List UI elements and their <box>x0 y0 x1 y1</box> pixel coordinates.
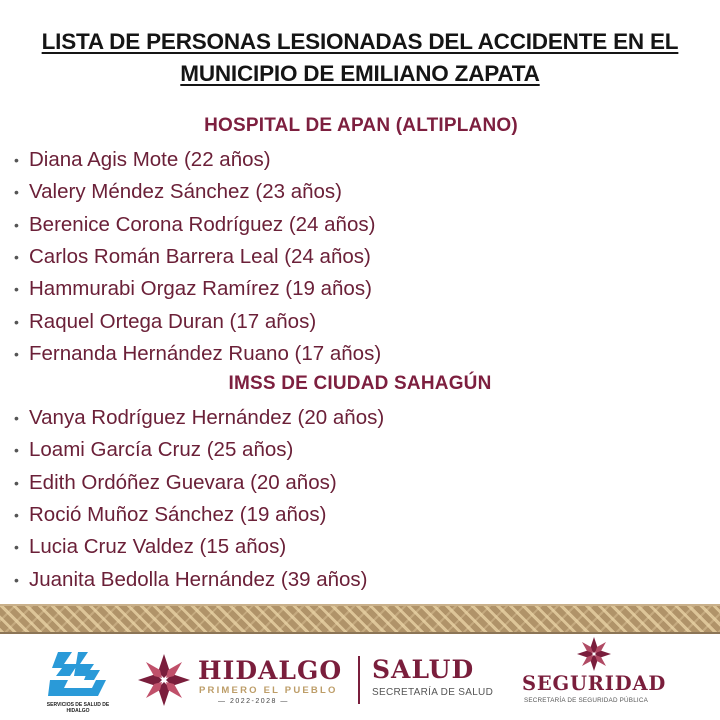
salud-subtitle: SECRETARÍA DE SALUD <box>372 687 494 698</box>
bullet-icon: • <box>14 410 19 427</box>
bullet-icon: • <box>14 507 19 524</box>
decorative-pattern-band <box>0 604 720 634</box>
bullet-icon: • <box>14 313 19 330</box>
list-item: • Edith Ordóñez Guevara (20 años) <box>14 467 384 499</box>
list-item: • Diana Agis Mote (22 años) <box>14 144 381 176</box>
bullet-icon: • <box>14 184 19 201</box>
list-item: • Hammurabi Orgaz Ramírez (19 años) <box>14 273 381 305</box>
hidalgo-wordmark: HIDALGO <box>198 656 343 685</box>
ssh-logo-icon <box>48 650 108 700</box>
logo-secretaria-seguridad <box>518 636 678 716</box>
bullet-icon: • <box>14 539 19 556</box>
list-item: • Valery Méndez Sánchez (23 años) <box>14 176 381 208</box>
list-item: • Berenice Corona Rodríguez (24 años) <box>14 209 381 241</box>
section-heading-hospital-apan: HOSPITAL DE APAN (ALTIPLANO) <box>204 115 518 136</box>
bullet-icon: • <box>14 281 19 298</box>
salud-wordmark: SALUD <box>372 655 475 684</box>
list-item: • Vanya Rodríguez Hernández (20 años) <box>14 402 384 434</box>
list-item: • Lucia Cruz Valdez (15 años) <box>14 531 384 563</box>
list-item: • Juanita Bedolla Hernández (39 años) <box>14 563 384 595</box>
bullet-icon: • <box>14 345 19 362</box>
document-title <box>0 26 720 90</box>
bullet-icon: • <box>14 249 19 266</box>
bullet-icon: • <box>14 152 19 169</box>
seguridad-subtitle: SECRETARÍA DE SEGURIDAD PÚBLICA <box>524 697 649 704</box>
list-item: • Loami García Cruz (25 años) <box>14 434 384 466</box>
title-line-1: LISTA DE PERSONAS LESIONADAS DEL ACCIDENTE EN EL <box>41 29 679 54</box>
hidalgo-tagline: PRIMERO EL PUEBLO <box>199 685 338 696</box>
bullet-icon: • <box>14 442 19 459</box>
bullet-icon: • <box>14 216 19 233</box>
hidalgo-star-icon <box>136 652 192 708</box>
bullet-icon: • <box>14 474 19 491</box>
logo-hidalgo <box>136 650 346 710</box>
hidalgo-years: — 2022-2028 — <box>218 698 289 705</box>
title-line-2: MUNICIPIO DE EMILIANO ZAPATA <box>180 61 540 86</box>
section-heading-imss-sahagun: IMSS DE CIUDAD SAHAGÚN <box>228 373 492 394</box>
list-item: • Roció Muñoz Sánchez (19 años) <box>14 499 384 531</box>
list-item: • Carlos Román Barrera Leal (24 años) <box>14 241 381 273</box>
patient-list-hospital-apan <box>14 144 381 370</box>
patient-list-imss-sahagun <box>14 402 384 596</box>
logo-servicios-salud-hidalgo <box>36 650 120 714</box>
list-item: • Raquel Ortega Duran (17 años) <box>14 305 381 337</box>
list-item: • Fernanda Hernández Ruano (17 años) <box>14 338 381 370</box>
footer-logos <box>0 636 720 720</box>
seguridad-wordmark: SEGURIDAD <box>522 672 667 695</box>
seguridad-star-icon <box>576 636 612 672</box>
bullet-icon: • <box>14 571 19 588</box>
ssh-caption: SERVICIOS DE SALUD DE HIDALGO <box>46 702 110 714</box>
logo-divider <box>358 656 360 704</box>
logo-secretaria-salud <box>372 656 512 706</box>
